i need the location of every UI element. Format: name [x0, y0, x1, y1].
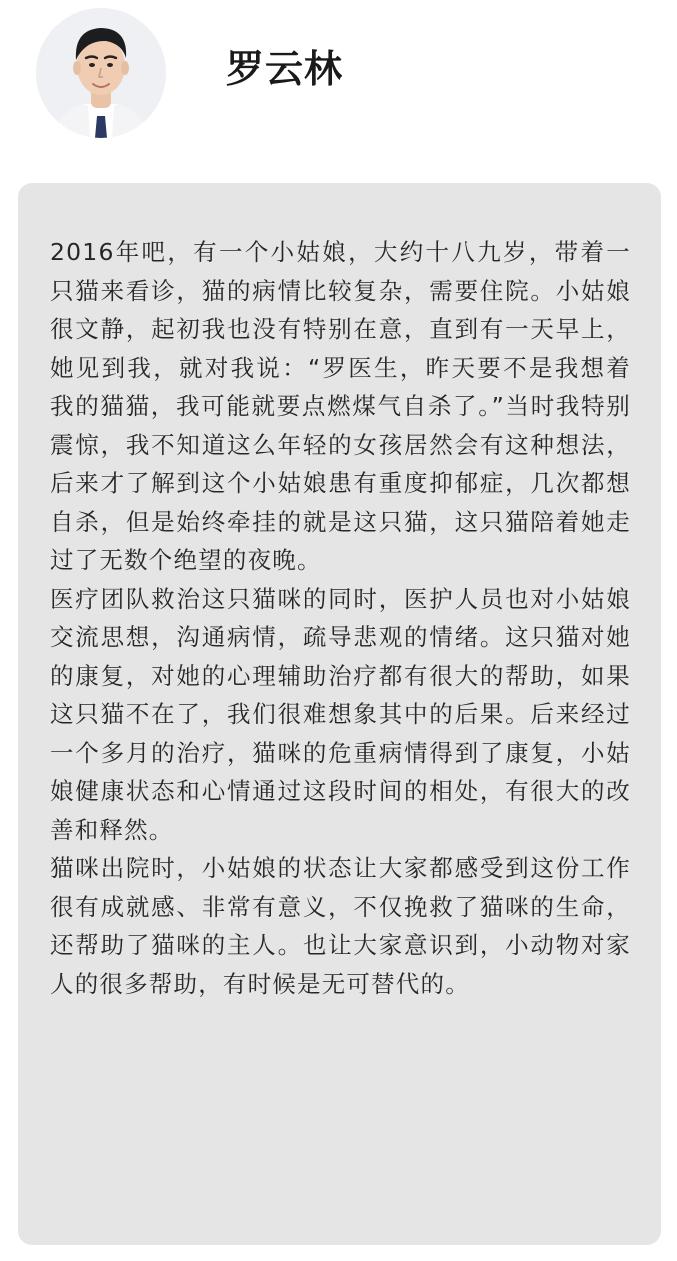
portrait-avatar-icon — [36, 8, 166, 138]
story-card — [18, 183, 661, 1245]
avatar — [36, 8, 166, 138]
author-name: 罗云林 — [226, 46, 344, 91]
author-header — [0, 0, 677, 170]
story-paragraph-2: 医疗团队救治这只猫咪的同时，医护人员也对小姑娘交流思想，沟通病情，疏导悲观的情绪。这只猫对她的康复，对她的心理辅助治疗都有很大的帮助，如果这只猫不在了，我们很难想象其中的后果。后来经过一个多月的治疗，猫咪的危重病情得到了康复，小姑娘健康状态和心情通过这段时间的相处，有很大的改善和释然。 — [50, 584, 631, 844]
story-paragraph-1: 2016年吧，有一个小姑娘，大约十八九岁，带着一只猫来看诊，猫的病情比较复杂，需要住院。小姑娘很文静，起初我也没有特别在意，直到有一天早上，她见到我，就对我说：“罗医生，昨天要不是我想着我的猫猫，我可能就要点燃煤气自杀了。”当时我特别震惊，我不知道这么年轻的女孩居然会有这种想法，后来才了解到这个小姑娘患有重度抑郁症，几次都想自杀，但是始终牵挂的就是这只猫，这只猫陪着她走过了无数个绝望的夜晚。 — [50, 238, 631, 574]
story-paragraph-3: 猫咪出院时，小姑娘的状态让大家都感受到这份工作很有成就感、非常有意义，不仅挽救了猫咪的生命，还帮助了猫咪的主人。也让大家意识到，小动物对家人的很多帮助，有时候是无可替代的。 — [50, 854, 631, 998]
